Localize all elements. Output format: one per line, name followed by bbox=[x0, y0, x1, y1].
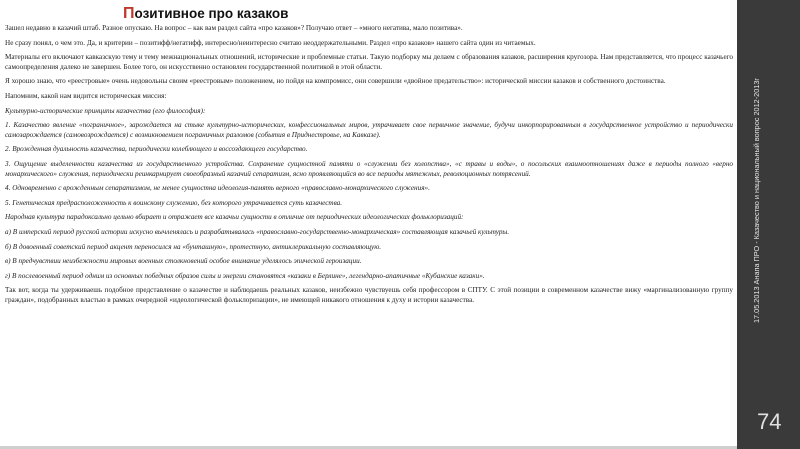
italic-paragraph: Культурно-исторические принципы казачества (его философия): bbox=[5, 106, 206, 115]
paragraph: Напомним, какой нам видится историческая миссия: bbox=[5, 91, 167, 100]
sidebar bbox=[737, 0, 800, 449]
paragraph: Не сразу понял, о чем это. Да, и критерии – позитифф/негатифф, интересно/неинтересно считаю неоддержательными. Раздел «про казаков» нашего сайта один из читаемых. bbox=[5, 38, 536, 47]
italic-paragraph: 4. Одновременно с врожденным сепаратизмом, не менее сущностна идеология-память верного «православно-монархического служения». bbox=[5, 184, 430, 193]
paragraph: Зашел недавно в казачий штаб. Разное опускаю. На вопрос – как вам раздел сайта «про казаков»? Получаю ответ – «много негатива, мало позитива». bbox=[5, 24, 463, 32]
italic-paragraph: 2. Врожденная дуальность казачества, периодически колеблющего и воссоздающего государство. bbox=[5, 145, 308, 154]
title-initial: П bbox=[123, 6, 135, 22]
paragraph: Я хорошо знаю, что «реестровые» очень недовольны своим «реестровым» положением, но пойдя на компромисс, они совершили «двойное предательство»: исторической миссии казаков и собственного достоинства. bbox=[5, 77, 666, 86]
italic-paragraph: г) В послевоенный период одним из основных победных образов силы и энергии становятся «казаки в Берлине», легендарно-апатичные «Кубанские казаки». bbox=[5, 271, 485, 280]
closing-paragraph: Так вот, когда ты удерживаешь подобное представление о казачестве и наблюдаешь реальных казаков, неизбежно чувствуешь себя профессором в СПТУ. С этой позиции в современном казачестве вижу «маргинализованную группу граждан», подобранных властью в рамках очередной «идеологической фольклоризации», не имеющей никакого отношения к духу и истории казачества. bbox=[5, 286, 733, 304]
page-number: 74 bbox=[757, 409, 782, 434]
page-title bbox=[123, 6, 733, 22]
paragraph: Материалы его включают кавказскую тему и тему межнациональных отношений, исторические и проблемные статьи. Такую подборку мы делаем с образования казаков, расширения кругозора. Нам представляется, что процесс казачьего самоопределения далеко не завершен. Более того, он искусственно остановлен государственной политикой в этой области. bbox=[5, 53, 733, 71]
sidebar-vertical-text: 17.05.2013 Анапа ПРО - Казачество и национальный вопрос 2012-2013г bbox=[752, 77, 761, 323]
italic-paragraph: 1. Казачество явление «пограничное», зарождается на стыке культурно-исторических, конфессиональных миров, утрачивает свое первичное значение, будучи инкорпорированным в государственное устройство и периодически самозарождается (самовозрождается) с возникновением пограничных разломов (события в Приднестровье, на Кавказе). bbox=[5, 121, 733, 139]
italic-paragraph: 5. Генетическая предрасположенность к воинскому служению, без которого утрачивается суть казачества. bbox=[5, 198, 343, 207]
title-text: озитивное про казаков bbox=[134, 6, 289, 21]
italic-paragraph: а) В имперский период русской истории искусно вычленялась и разрабатывалась «православно-государственно-монархическая» составляющая казачьей культуры. bbox=[5, 227, 510, 236]
slide-content bbox=[5, 6, 733, 444]
italic-paragraph: 3. Ощущение выделенности казачества из государственного устройства. Сохранение сущностной памяти о «служении без холопства», «с травы и воды», о посольских взаимоотношениях даже в периоды полного «верно монархического» служения, периодически реинкарнирует своеобразный казачий сепаратизм, ясно проявляющийся во все периоды мятежных, революционных потрясений. bbox=[5, 159, 733, 178]
italic-paragraph: Народная культура парадоксально цельно вбирает и отражает все казачьи сущности в отличие от периодических идеологических фольклоризаций: bbox=[5, 213, 464, 222]
italic-paragraph: б) В довоенный советский период акцент переносился на «бунташную», протестную, антиклерикальную составляющую. bbox=[5, 242, 382, 251]
italic-paragraph: в) В предчувствии неизбежности мировых военных столкновений особое внимание уделялось эпической героизации. bbox=[5, 257, 362, 266]
